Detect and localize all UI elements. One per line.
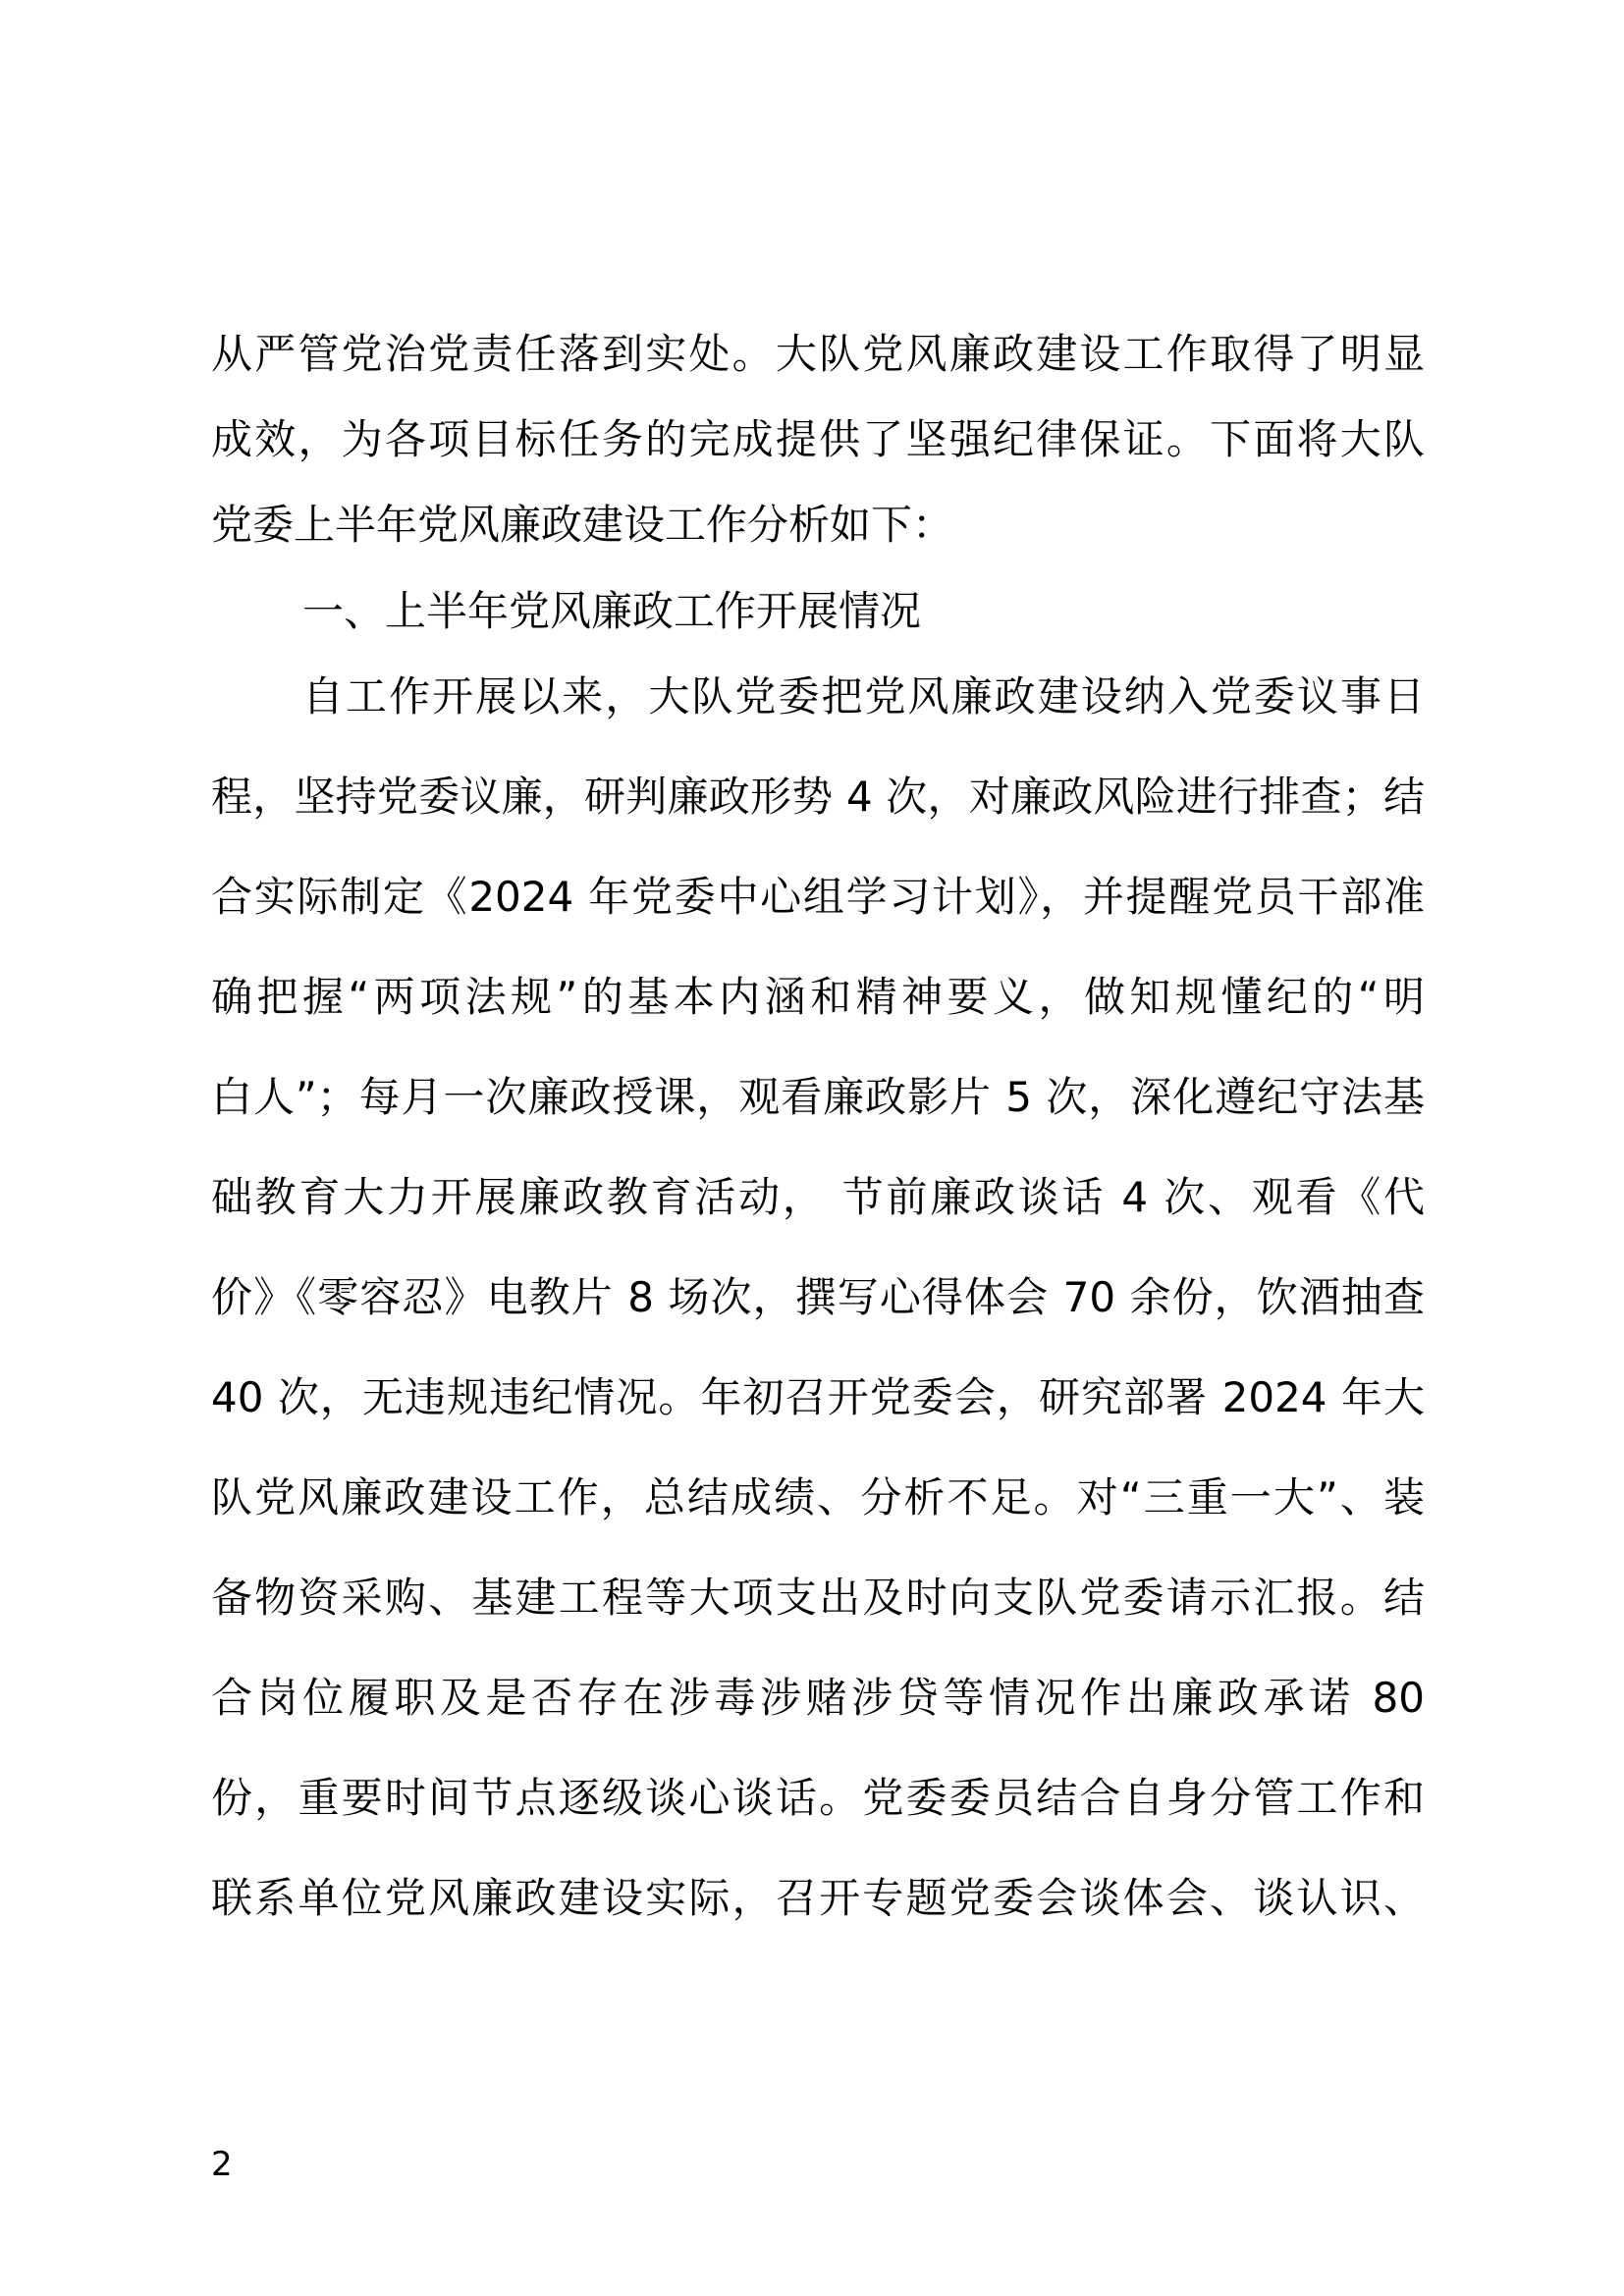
section-heading: 一、上半年党风廉政工作开展情况 (302, 587, 922, 635)
body-text-line: 份，重要时间节点逐级谈心谈话。党委委员结合自身分管工作和 (211, 1774, 1425, 1822)
body-text-line: 从严管党治党责任落到实处。大队党风廉政建设工作取得了明显 (211, 330, 1425, 378)
body-text-line: 确把握“两项法规”的基本内涵和精神要义，做知规懂纪的“明 (211, 973, 1425, 1021)
body-text-line: 自工作开展以来，大队党委把党风廉政建设纳入党委议事日 (302, 672, 1425, 721)
body-text-line: 队党风廉政建设工作，总结成绩、分析不足。对“三重一大”、装 (211, 1473, 1425, 1522)
body-text-line: 白人”；每月一次廉政授课，观看廉政影片 5 次，深化遵纪守法基 (211, 1073, 1425, 1121)
body-text-line: 党委上半年党风廉政建设工作分析如下： (211, 501, 954, 549)
body-text-line: 价》《零容忍》电教片 8 场次，撰写心得体会 70 余份，饮酒抽查 (211, 1273, 1425, 1321)
body-text-line: 40 次，无违规违纪情况。年初召开党委会，研究部署 2024 年大 (211, 1373, 1425, 1421)
body-text-line: 合实际制定《2024 年党委中心组学习计划》，并提醒党员干部准 (211, 873, 1425, 921)
body-text-line: 程，坚持党委议廉，研判廉政形势 4 次，对廉政风险进行排查；结 (211, 773, 1425, 821)
body-text-line: 联系单位党风廉政建设实际，召开专题党委会谈体会、谈认识、 (211, 1874, 1425, 1922)
page-number: 2 (211, 2145, 233, 2184)
body-text-line: 成效，为各项目标任务的完成提供了坚强纪律保证。下面将大队 (211, 415, 1425, 463)
body-text-line: 合岗位履职及是否存在涉毒涉赌涉贷等情况作出廉政承诺 80 (211, 1674, 1425, 1722)
body-text-line: 础教育大力开展廉政教育活动， 节前廉政谈话 4 次、观看《代 (211, 1173, 1425, 1221)
body-text-line: 备物资采购、基建工程等大项支出及时向支队党委请示汇报。结 (211, 1574, 1425, 1622)
